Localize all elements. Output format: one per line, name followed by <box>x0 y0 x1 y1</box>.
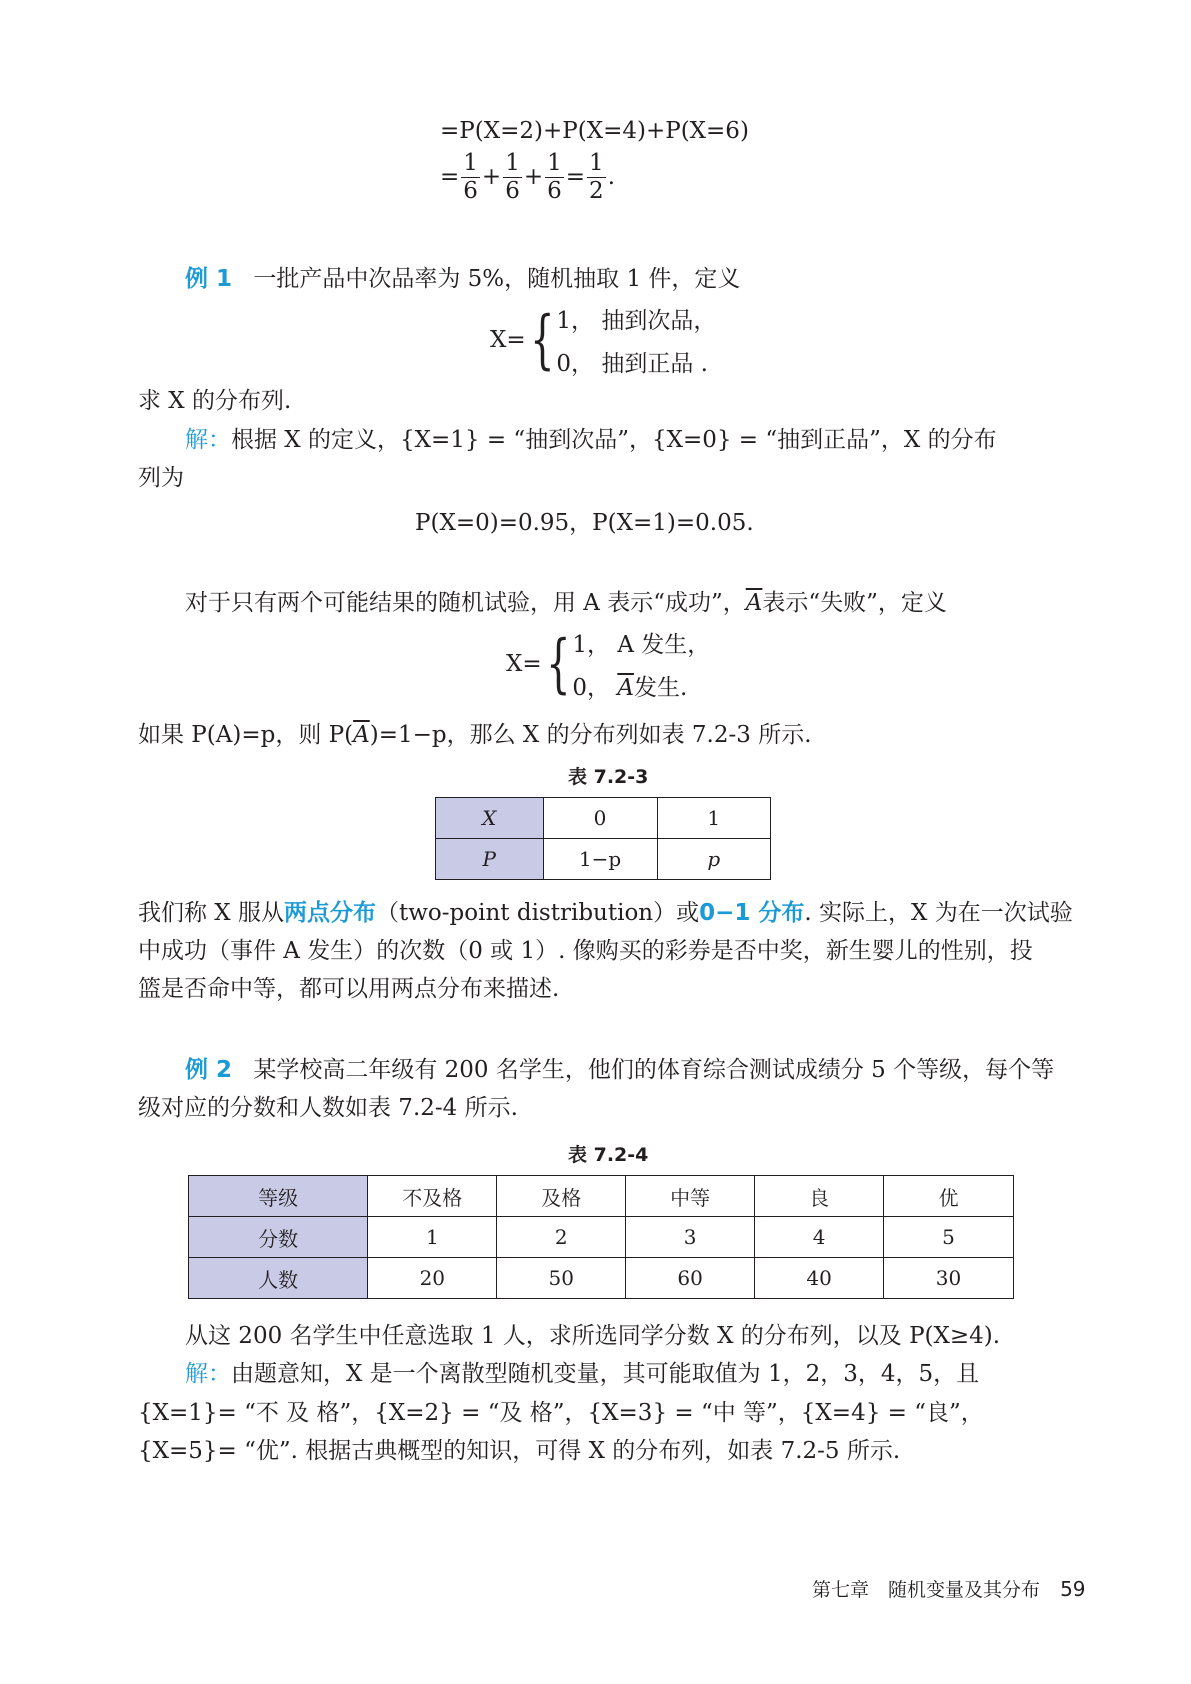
display-formula: P(X=0)=0.95，P(X=1)=0.05. <box>415 510 754 536</box>
table-cell: 2 <box>497 1217 626 1258</box>
table-cell: 1−p <box>543 839 657 880</box>
piecewise-definition <box>506 626 710 702</box>
case-line: 0， $\overline{A}$发生. <box>572 675 688 701</box>
grade-table <box>188 1175 1014 1299</box>
example-text: 一批产品中次品率为 5%，随机抽取 1 件，定义 <box>253 266 741 292</box>
math-line-1: =P(X=2)+P(X=4)+P(X=6) <box>440 118 749 144</box>
table-caption: 表 7.2-4 <box>568 1144 649 1166</box>
question-text: 从这 200 名学生中任意选取 1 人，求所选同学分数 X 的分布列，以及 P(X≥4). <box>185 1323 1001 1349</box>
solution-line <box>185 427 997 455</box>
definition-lhs: X= <box>506 651 542 677</box>
brace-icon: { <box>529 303 555 377</box>
term-zero-one: 0−1 分布 <box>699 900 805 926</box>
fraction: $\frac{1}{6}$ <box>463 150 478 204</box>
table-cell: 中等 <box>626 1176 755 1217</box>
table-cell: 1 <box>657 798 771 839</box>
table-header-cell: X <box>436 798 544 839</box>
table-cell: 40 <box>755 1258 884 1299</box>
plus-sign: + <box>523 163 544 190</box>
equals-sign: = <box>440 163 460 190</box>
case-line: 0， 抽到正品 . <box>556 351 708 377</box>
table-cell: 4 <box>755 1217 884 1258</box>
definition-lhs: X= <box>490 327 526 353</box>
table-header-cell: P <box>436 839 544 880</box>
table-row <box>189 1176 1014 1217</box>
case-line: 1， A 发生， <box>572 632 711 658</box>
table-header-cell: 分数 <box>189 1217 368 1258</box>
table-cell: 优 <box>884 1176 1014 1217</box>
solution-line: {X=5}= “优”. 根据古典概型的知识，可得 X 的分布列，如表 7.2-5 所示. <box>138 1438 901 1464</box>
solution-line: {X=1}= “不 及 格”，{X=2} = “及 格”，{X=3} = “中 等”，{X=4} = “良”， <box>138 1400 984 1426</box>
table-caption: 表 7.2-3 <box>568 766 649 788</box>
fraction: $\frac{1}{6}$ <box>505 150 520 204</box>
solution-line: 列为 <box>138 465 184 491</box>
plus-sign: + <box>481 163 502 190</box>
page-footer <box>812 1577 1086 1602</box>
solution-text: 根据 X 的定义，{X=1} = “抽到次品”，{X=0} = “抽到正品”，X 的分布 <box>231 427 997 453</box>
brace-icon: { <box>545 627 571 701</box>
math-line-2 <box>440 152 615 203</box>
solution-line <box>185 1361 979 1389</box>
table-cell: 50 <box>497 1258 626 1299</box>
table-cell: 60 <box>626 1258 755 1299</box>
example-1-line <box>185 266 740 294</box>
solution-text: 由题意知，X 是一个离散型随机变量，其可能取值为 1，2，3，4，5，且 <box>231 1361 980 1387</box>
example-text: 级对应的分数和人数如表 7.2-4 所示. <box>138 1095 518 1121</box>
table-cell: p <box>657 839 771 880</box>
paragraph-line: 我们称 X 服从两点分布（two-point distribution）或0−1 分布. 实际上，X 为在一次试验 <box>138 900 1073 926</box>
table-cell: 30 <box>884 1258 1014 1299</box>
table-cell: 3 <box>626 1217 755 1258</box>
table-header-cell: 等级 <box>189 1176 368 1217</box>
example-text: 某学校高二年级有 200 名学生，他们的体育综合测试成绩分 5 个等级，每个等 <box>253 1057 1055 1083</box>
piecewise-definition <box>490 302 716 378</box>
paragraph-line: 篮是否命中等，都可以用两点分布来描述. <box>138 976 560 1002</box>
a-bar: $\overline{A}$ <box>745 590 763 616</box>
paragraph-line: 中成功（事件 A 发生）的次数（0 或 1）. 像购买的彩券是否中奖，新生婴儿的性别，投 <box>138 938 1033 964</box>
example-2-line <box>185 1057 1054 1085</box>
table-cell: 及格 <box>497 1176 626 1217</box>
fraction: $\frac{1}{2}$ <box>589 150 604 204</box>
example-label: 例 2 <box>185 1057 233 1083</box>
fraction: $\frac{1}{6}$ <box>547 150 562 204</box>
solution-label: 解： <box>185 427 231 453</box>
table-cell: 良 <box>755 1176 884 1217</box>
period: . <box>607 163 615 190</box>
table-cell: 不及格 <box>368 1176 497 1217</box>
table-row <box>436 839 771 880</box>
intro-line: 对于只有两个可能结果的随机试验，用 A 表示“成功”，$\overline{A}$表示“失败”，定义 <box>185 590 947 616</box>
term-two-point: 两点分布 <box>284 900 376 926</box>
table-row <box>189 1217 1014 1258</box>
table-cell: 5 <box>884 1217 1014 1258</box>
solution-label: 解： <box>185 1361 231 1387</box>
table-cell: 20 <box>368 1258 497 1299</box>
question-text: 求 X 的分布列. <box>138 388 292 414</box>
page-number: 59 <box>1060 1577 1086 1601</box>
table-header-cell: 人数 <box>189 1258 368 1299</box>
case-line: 1， 抽到次品， <box>556 308 717 334</box>
table-row <box>436 798 771 839</box>
chapter-title: 第七章 随机变量及其分布 <box>812 1579 1041 1601</box>
example-label: 例 1 <box>185 266 233 292</box>
equals-sign: = <box>565 163 586 190</box>
condition-line: 如果 P(A)=p，则 $P(\overline{A})=1-p$，那么 X 的分布列如表 7.2-3 所示. <box>138 722 812 748</box>
table-cell: 0 <box>543 798 657 839</box>
table-cell: 1 <box>368 1217 497 1258</box>
table-row <box>189 1258 1014 1299</box>
distribution-table <box>435 797 771 880</box>
